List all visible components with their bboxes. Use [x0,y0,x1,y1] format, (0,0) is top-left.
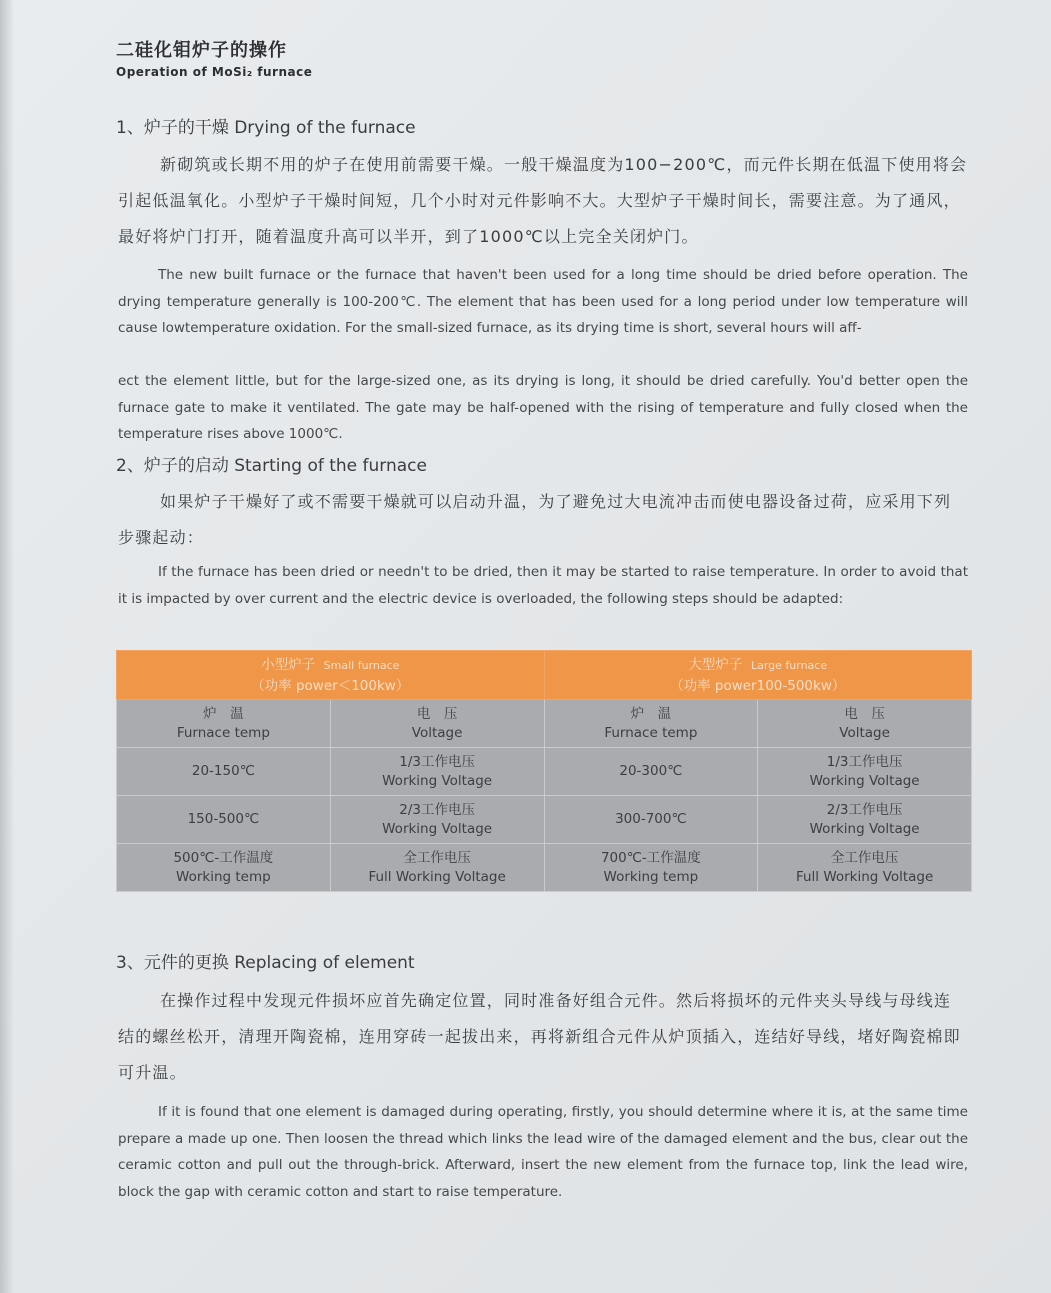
section2-cn-paragraph: 如果炉子干燥好了或不需要干燥就可以启动升温，为了避免过大电流冲击而使电器设备过荷，应采用下列步骤起动： [118,492,952,547]
cell-cn: 全工作电压 [403,849,471,866]
cell-cn: 500℃-工作温度 [173,849,274,866]
cell-cn: 2/3工作电压 [399,801,475,818]
small-furnace-power: （功率 power＜100kw） [251,677,410,694]
col-header-en: Furnace temp [604,724,698,741]
table-cell [758,844,972,892]
large-furnace-header [544,651,972,700]
startup-steps-table [116,650,972,892]
cell-en: Full Working Voltage [795,868,934,885]
table-cell [117,844,331,892]
cell-en: Full Working Voltage [368,868,506,885]
cell-cn: 全工作电压 [830,849,899,866]
page-title-en: Operation of MoSi₂ furnace [116,65,313,79]
cell-en: Working Voltage [809,820,920,837]
section1-en-paragraph-1: The new built furnace or the furnace that haven't been used for a long time should be dried before operation. The drying temperature generally is 100-200℃. The element that has been used for a long period under low temperature will cause lowtemperature oxidation. For the small-sized furnace, as its drying time is short, several hours will aff- [118,267,968,336]
col-small-volt [330,700,544,748]
table-cell [330,844,544,892]
small-furnace-title-cn: 小型炉子 [261,656,316,673]
col-header-en: Furnace temp [176,724,270,741]
large-furnace-power: （功率 power100-500kw） [670,677,846,694]
col-header-cn: 炉 温 [630,705,672,722]
table-row [117,748,972,796]
table-cell [544,844,758,892]
section1-cn-paragraph: 新砌筑或长期不用的炉子在使用前需要干燥。一般干燥温度为100−200℃，而元件长期在低温下使用将会引起低温氧化。小型炉子干燥时间短，几个小时对元件影响不大。大型炉子干燥时间长，需要注意。为了通风，最好将炉门打开，随着温度升高可以半开，到了1000℃以上完全关闭炉门。 [118,155,968,246]
section1-heading: 1、炉子的干燥 Drying of the furnace [116,118,416,138]
col-large-volt [758,700,972,748]
table-cell [758,796,972,844]
table-cell [758,748,972,796]
section3-cn-paragraph: 在操作过程中发现元件损坏应首先确定位置，同时准备好组合元件。然后将损坏的元件夹头导线与母线连结的螺丝松开，清理开陶瓷棉，连用穿砖一起拔出来，再将新组合元件从炉顶插入，连结好导线，堵好陶瓷棉即可升温。 [118,991,961,1082]
table-cell: 300-700℃ [544,796,758,844]
section3-en-paragraph: If it is found that one element is damaged during operating, firstly, you should determine where it is, at the same time prepare a made up one. Then loosen the thread which links the lead wire of the damaged element and the bus, clear out the ceramic cotton and pull out the through-brick. Afterward, insert the new element from the furnace top, link the lead wire, block the gap with ceramic cotton and start to raise temperature. [118,1104,968,1200]
large-furnace-title-en: Large furnace [750,658,828,672]
table-cell: 20-300℃ [544,748,758,796]
cell-en: Working Voltage [809,772,920,789]
cell-en: Working Voltage [382,820,493,837]
page-binding-shadow [0,0,14,1293]
cell-cn: 1/3工作电压 [826,753,903,770]
table-cell: 20-150℃ [117,748,331,796]
table-header-row [117,651,972,700]
col-header-cn: 电 压 [416,705,458,722]
col-header-cn: 电 压 [844,705,885,722]
col-large-temp [544,700,758,748]
table-row [117,844,972,892]
small-furnace-title-en: Small furnace [323,658,400,672]
table-cell: 150-500℃ [117,796,331,844]
cell-en: Working Voltage [382,772,493,789]
section1-en-paragraph-2: ect the element little, but for the large-sized one, as its drying is long, it should be dried carefully. You'd better open the furnace gate to make it ventilated. The gate may be half-opened with the rising of temperature and fully closed when the temperature rises above 1000℃. [118,373,968,442]
table-row [117,796,972,844]
col-small-temp [117,700,331,748]
cell-cn: 1/3工作电压 [399,753,475,770]
table-cell [330,796,544,844]
cell-cn: 700℃-工作温度 [600,849,701,866]
cell-cn: 2/3工作电压 [826,801,903,818]
col-header-en: Voltage [411,724,463,741]
large-furnace-title-cn: 大型炉子 [688,656,743,673]
page-title-cn: 二硅化钼炉子的操作 [116,40,287,61]
table-subheader-row [117,700,972,748]
cell-en: Working temp [176,868,271,885]
cell-en: Working temp [603,868,699,885]
col-header-en: Voltage [839,724,890,741]
section2-en-paragraph: If the furnace has been dried or needn't to be dried, then it may be started to raise temperature. In order to avoid that it is impacted by over current and the electric device is overloaded, the following steps should be adapted: [118,564,968,607]
section2-heading: 2、炉子的启动 Starting of the furnace [116,456,427,476]
small-furnace-header [117,651,545,700]
table-cell [330,748,544,796]
col-header-cn: 炉 温 [203,705,244,722]
section3-heading: 3、元件的更换 Replacing of element [116,953,415,973]
